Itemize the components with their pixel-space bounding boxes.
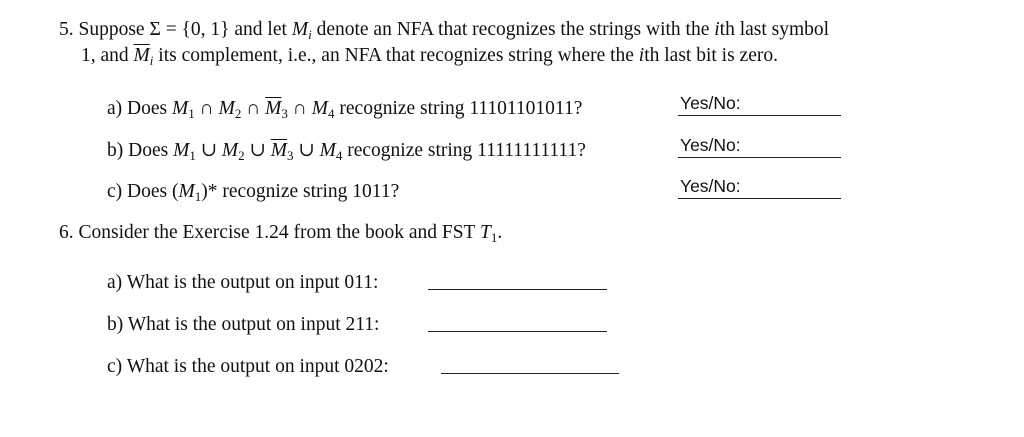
math: T (480, 222, 491, 243)
item-label: a) (107, 272, 123, 293)
q5-line2 (81, 44, 778, 68)
question-number: 6. (59, 222, 74, 243)
math: M (178, 181, 195, 202)
math: M (221, 140, 239, 161)
text: ∩ (287, 98, 312, 119)
answer-line-5a[interactable] (678, 115, 841, 116)
math: i (149, 53, 154, 68)
q6-line (59, 221, 502, 245)
q6a (107, 271, 378, 295)
q5a (107, 97, 582, 121)
math: 1 (194, 189, 202, 204)
math: M (218, 98, 235, 119)
text: Suppose Σ = {0, 1} and let (78, 19, 292, 40)
item-label: b) (107, 140, 124, 161)
math: $\overline{M}$ (270, 140, 288, 161)
text: What is the output on input 011: (126, 272, 379, 293)
text: th last bit is zero. (644, 45, 778, 66)
text: )* recognize string 1011? (201, 181, 400, 202)
math: $\overline{M}$ (265, 98, 282, 119)
q5-line1 (59, 18, 829, 42)
question-number: 5. (59, 19, 74, 40)
math: 2 (234, 106, 242, 121)
math: 3 (287, 148, 294, 163)
answer-line-5b[interactable] (678, 157, 841, 158)
yes-no-label: Yes/No: (680, 176, 741, 196)
math: M (311, 98, 329, 119)
answer-line-6a[interactable] (428, 289, 607, 290)
text: Consider the Exercise 1.24 from the book and FST (78, 222, 480, 243)
math: M (171, 98, 189, 119)
text: . (497, 222, 503, 243)
q5b (107, 139, 586, 163)
math: M (319, 140, 336, 161)
text: recognize string 11101101011? (334, 98, 583, 119)
answer-line-6c[interactable] (441, 373, 619, 374)
text: ∪ (195, 140, 222, 161)
yes-no-label: Yes/No: (680, 93, 741, 113)
math: 1 (490, 230, 498, 245)
text: Does (128, 140, 174, 161)
answer-line-5c[interactable] (678, 198, 841, 199)
item-label: b) (107, 314, 124, 335)
math: 2 (238, 148, 245, 163)
text: denote an NFA that recognizes the strings with the (311, 19, 715, 40)
math: 4 (335, 148, 343, 163)
math: M (291, 19, 309, 40)
math: 1 (188, 106, 195, 121)
text: 1, and (81, 45, 134, 66)
math: i (638, 45, 645, 66)
text: its complement, i.e., an NFA that recognizes string where the (153, 45, 639, 66)
q6c (107, 355, 389, 379)
yes-no-label: Yes/No: (680, 135, 741, 155)
text: recognize string 11111111111? (342, 140, 586, 161)
text: th last symbol (719, 19, 830, 40)
math: 3 (281, 106, 288, 121)
q5c (107, 180, 399, 204)
text: Does ( (127, 181, 179, 202)
item-label: a) (107, 98, 123, 119)
text: What is the output on input 211: (127, 314, 380, 335)
text: ∪ (293, 140, 320, 161)
math: 4 (328, 106, 335, 121)
math: i (308, 27, 312, 42)
answer-line-6b[interactable] (428, 331, 607, 332)
math: $\overline{M}$ (133, 45, 150, 66)
math: i (714, 19, 720, 40)
text: ∩ (241, 98, 266, 119)
text: ∩ (194, 98, 219, 119)
math: M (173, 140, 190, 161)
text: What is the output on input 0202: (126, 356, 389, 377)
q6b (107, 313, 379, 337)
math: 1 (189, 148, 196, 163)
text: Does (127, 98, 172, 119)
text: ∪ (244, 140, 271, 161)
item-label: c) (107, 356, 123, 377)
item-label: c) (107, 181, 123, 202)
